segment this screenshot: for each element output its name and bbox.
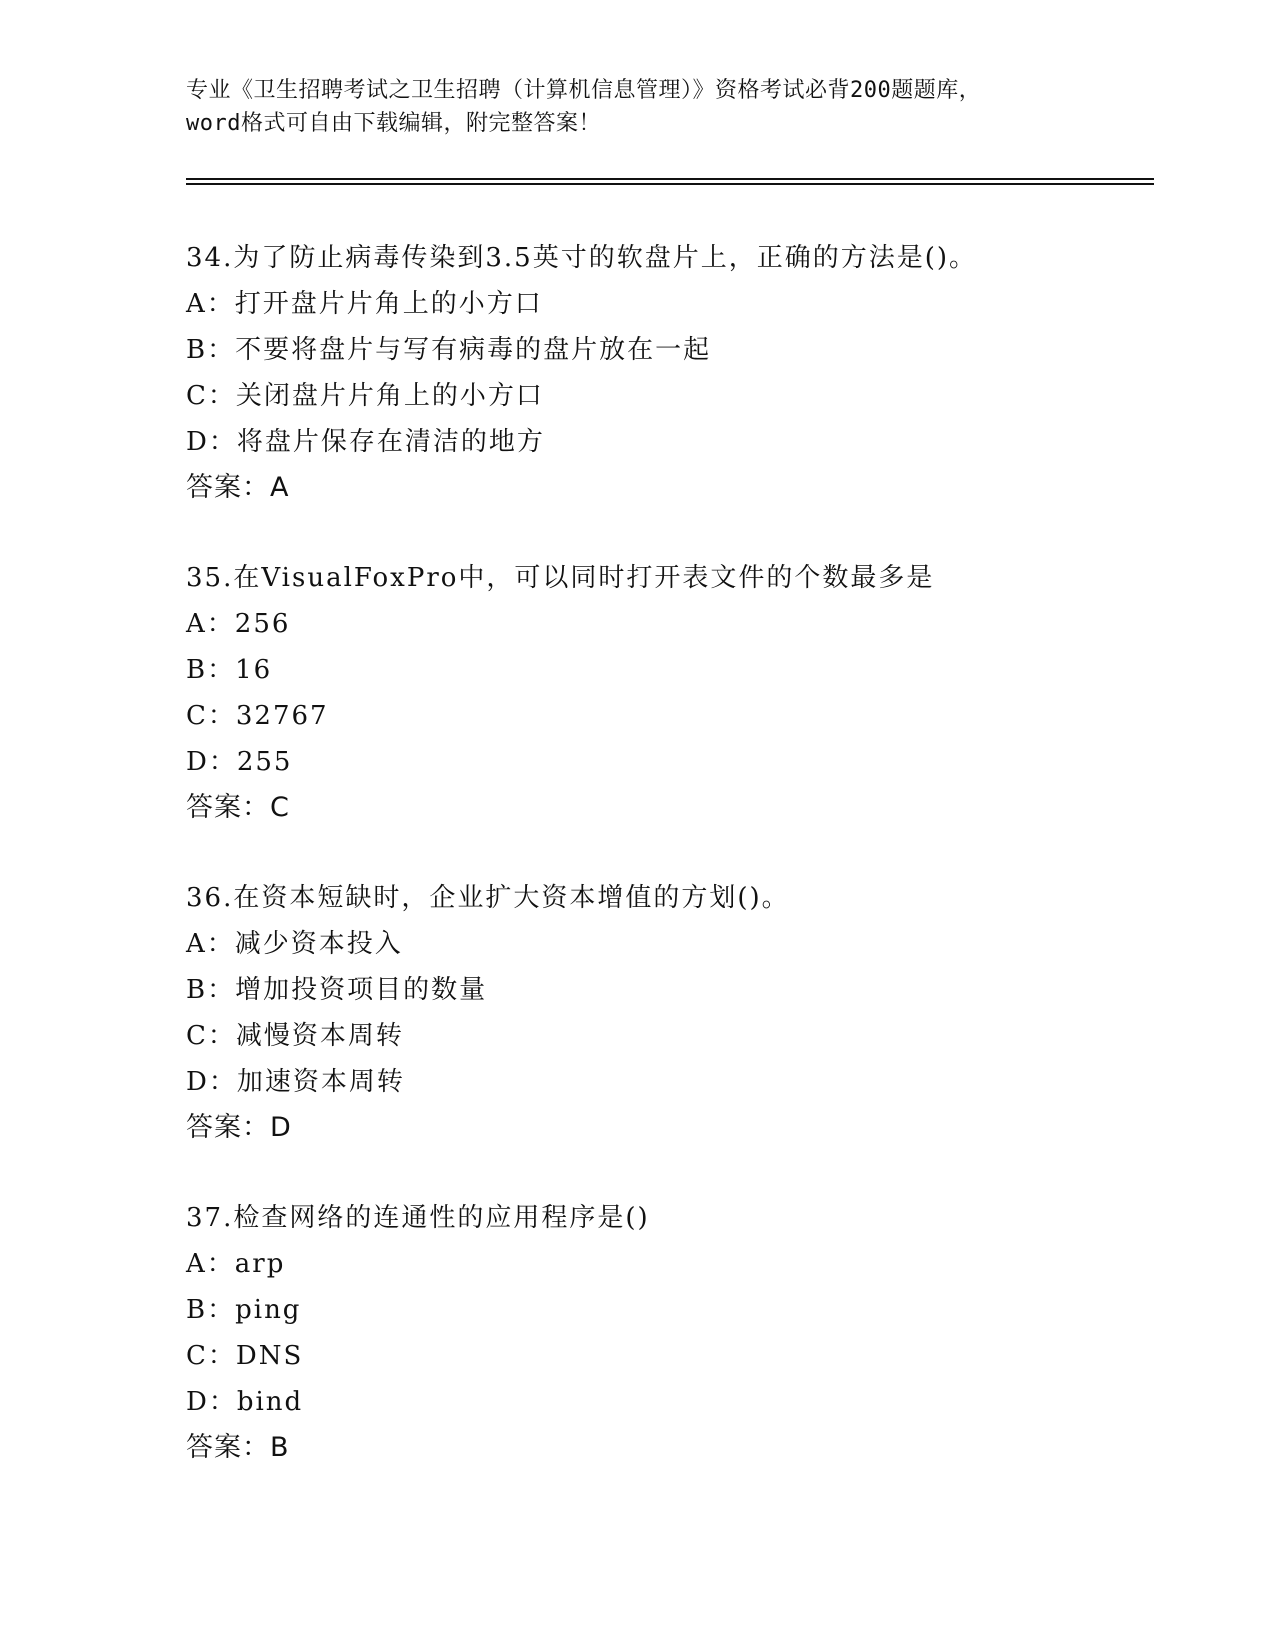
option-b: B：ping — [186, 1295, 302, 1325]
answer-line: 答案：A — [186, 472, 290, 503]
option-a: A：减少资本投入 — [186, 929, 403, 959]
question-block — [186, 875, 1146, 1151]
answer-line: 答案：D — [186, 1112, 292, 1143]
answer-line: 答案：C — [186, 792, 290, 823]
question-block — [186, 555, 1146, 831]
option-c: C：减慢资本周转 — [186, 1021, 404, 1051]
question-stem: 34.为了防止病毒传染到3.5英寸的软盘片上，正确的方法是()。 — [186, 243, 977, 273]
option-d: D：加速资本周转 — [186, 1067, 405, 1097]
header-line-1: 专业《卫生招聘考试之卫生招聘（计算机信息管理）》资格考试必背200题题库， — [186, 78, 982, 103]
question-block — [186, 235, 1146, 511]
option-d: D：将盘片保存在清洁的地方 — [186, 427, 545, 457]
answer-line: 答案：B — [186, 1432, 290, 1463]
option-c: C：32767 — [186, 701, 329, 731]
option-a: A：256 — [186, 609, 291, 639]
header-divider-bottom — [186, 183, 1154, 185]
header-line-2: word格式可自由下载编辑，附完整答案！ — [186, 111, 601, 136]
question-block — [186, 1195, 1146, 1471]
option-d: D：bind — [186, 1387, 304, 1417]
option-c: C：关闭盘片片角上的小方口 — [186, 381, 544, 411]
question-stem: 35.在VisualFoxPro中，可以同时打开表文件的个数最多是 — [186, 563, 935, 593]
option-b: B：不要将盘片与写有病毒的盘片放在一起 — [186, 335, 712, 365]
option-a: A：打开盘片片角上的小方口 — [186, 289, 543, 319]
option-d: D：255 — [186, 747, 293, 777]
question-stem: 37.检查网络的连通性的应用程序是() — [186, 1203, 650, 1233]
header-divider-top — [186, 178, 1154, 180]
option-a: A：arp — [186, 1249, 286, 1279]
option-b: B：增加投资项目的数量 — [186, 975, 488, 1005]
question-stem: 36.在资本短缺时，企业扩大资本增值的方划()。 — [186, 883, 790, 913]
option-c: C：DNS — [186, 1341, 304, 1371]
option-b: B：16 — [186, 655, 273, 685]
document-header — [186, 74, 1086, 140]
